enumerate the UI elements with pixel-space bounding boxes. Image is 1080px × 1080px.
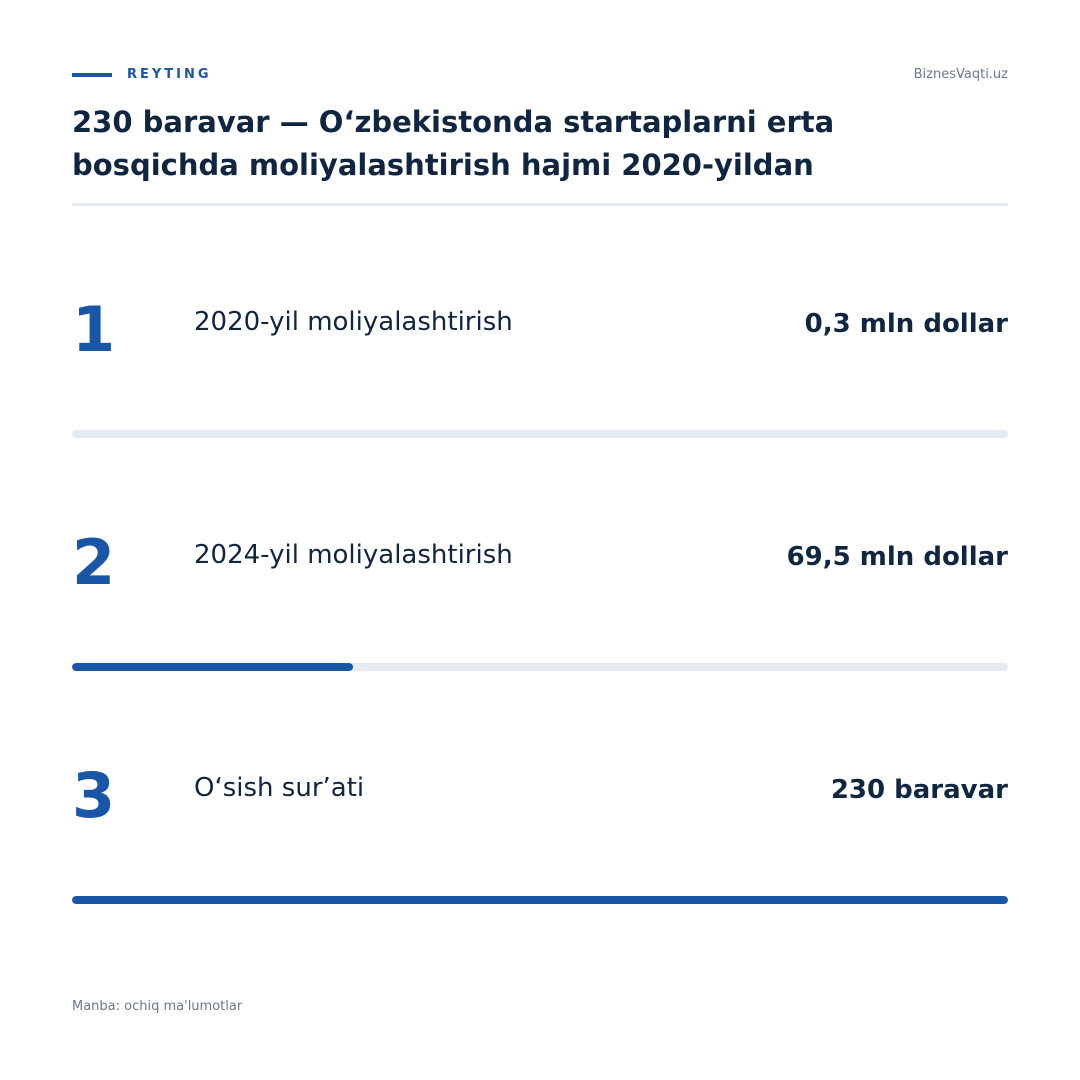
page-title: 230 baravar — O‘zbekistonda startaplarni erta bosqichda moliyalashtirish hajmi 2020-yildan xyxy=(72,105,835,182)
source-note: Manba: ochiq ma'lumotlar xyxy=(72,999,243,1014)
rank-number: 2 xyxy=(72,526,116,599)
top-bar xyxy=(72,66,1008,84)
progress-fill xyxy=(72,896,1008,904)
row-label: O‘sish sur’ati xyxy=(194,773,365,803)
kicker-label: REYTING xyxy=(127,67,212,82)
title-divider xyxy=(72,203,1008,206)
row-value: 230 baravar xyxy=(830,775,1008,805)
ranking-row-1 xyxy=(72,294,1008,444)
progress-track xyxy=(72,896,1008,904)
row-label: 2024-yil moliyalashtirish xyxy=(194,540,513,570)
progress-track xyxy=(72,430,1008,438)
row-label: 2020-yil moliyalashtirish xyxy=(194,307,513,337)
row-value: 0,3 mln dollar xyxy=(804,309,1008,339)
brand-name: BiznesVaqti.uz xyxy=(913,67,1008,82)
progress-fill xyxy=(72,663,353,671)
ranking-row-2 xyxy=(72,527,1008,677)
progress-track xyxy=(72,663,1008,671)
rank-number: 3 xyxy=(72,759,116,832)
kicker-accent-line xyxy=(72,73,112,77)
row-value: 69,5 mln dollar xyxy=(786,542,1008,572)
infographic-card xyxy=(72,0,1008,1080)
ranking-row-3 xyxy=(72,760,1008,910)
rank-number: 1 xyxy=(72,293,116,366)
